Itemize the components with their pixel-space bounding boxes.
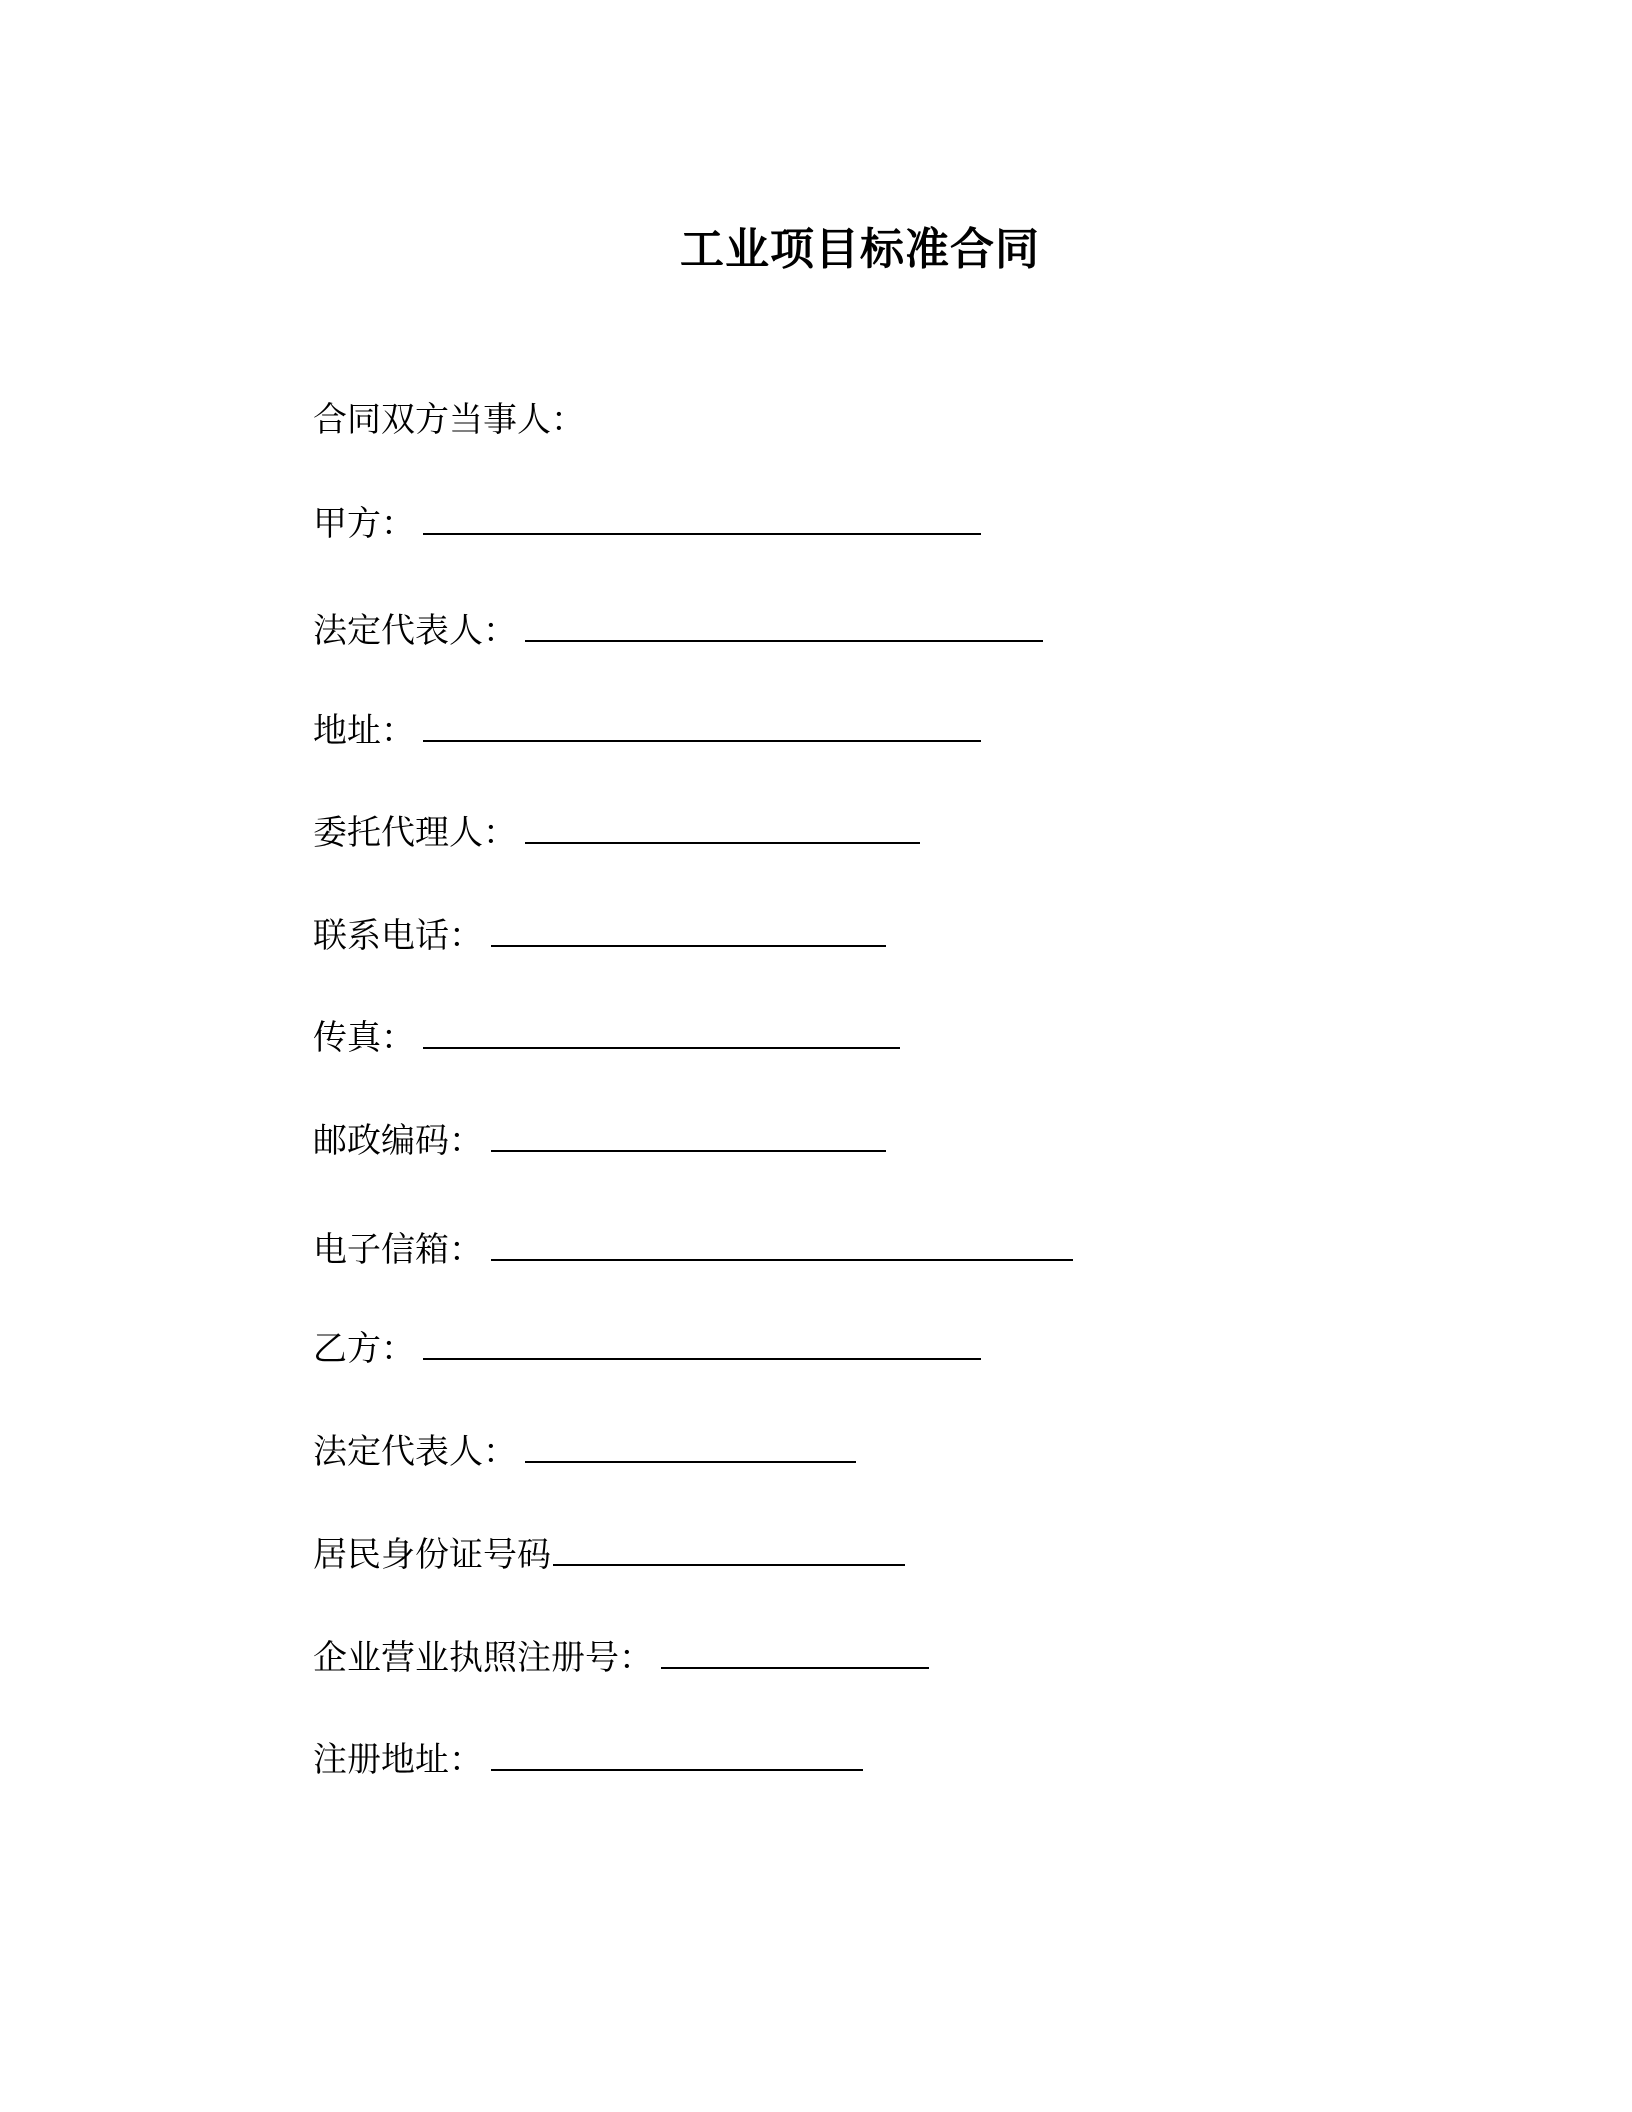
blank-line[interactable] <box>423 1332 981 1360</box>
blank-line[interactable] <box>423 1021 900 1049</box>
field-label: 乙方： <box>313 1329 415 1369</box>
blank-line[interactable] <box>525 614 1043 642</box>
field-label: 法定代表人： <box>313 1432 517 1472</box>
field-label: 企业营业执照注册号： <box>313 1638 653 1678</box>
field-legal-rep-b <box>313 1430 856 1474</box>
blank-line[interactable] <box>525 1435 856 1463</box>
field-label: 注册地址： <box>313 1740 483 1780</box>
blank-line[interactable] <box>491 1124 886 1152</box>
blank-line[interactable] <box>423 507 981 535</box>
blank-line[interactable] <box>423 714 981 742</box>
field-label: 联系电话： <box>313 916 483 956</box>
field-id-number <box>313 1533 905 1577</box>
parties-heading-text: 合同双方当事人： <box>313 400 585 440</box>
field-business-license <box>313 1636 929 1680</box>
field-postal-code <box>313 1119 886 1163</box>
field-fax <box>313 1016 900 1060</box>
field-registered-address <box>313 1738 863 1782</box>
blank-line[interactable] <box>553 1538 905 1566</box>
field-label: 电子信箱： <box>313 1230 483 1270</box>
blank-line[interactable] <box>491 919 886 947</box>
field-phone <box>313 914 886 958</box>
field-label: 委托代理人： <box>313 813 517 853</box>
blank-line[interactable] <box>661 1641 929 1669</box>
blank-line[interactable] <box>525 816 920 844</box>
field-label: 居民身份证号码 <box>313 1535 551 1575</box>
field-agent <box>313 811 920 855</box>
field-label: 邮政编码： <box>313 1121 483 1161</box>
field-legal-rep-a <box>313 609 1043 653</box>
field-label: 甲方： <box>313 504 415 544</box>
field-party-a <box>313 502 981 546</box>
field-address <box>313 709 981 753</box>
field-party-b <box>313 1327 981 1371</box>
blank-line[interactable] <box>491 1233 1073 1261</box>
parties-heading <box>313 398 585 442</box>
field-label: 法定代表人： <box>313 611 517 651</box>
blank-line[interactable] <box>491 1743 863 1771</box>
field-email <box>313 1228 1073 1272</box>
field-label: 传真： <box>313 1018 415 1058</box>
field-label: 地址： <box>313 711 415 751</box>
document-title: 工业项目标准合同 <box>680 224 1040 275</box>
